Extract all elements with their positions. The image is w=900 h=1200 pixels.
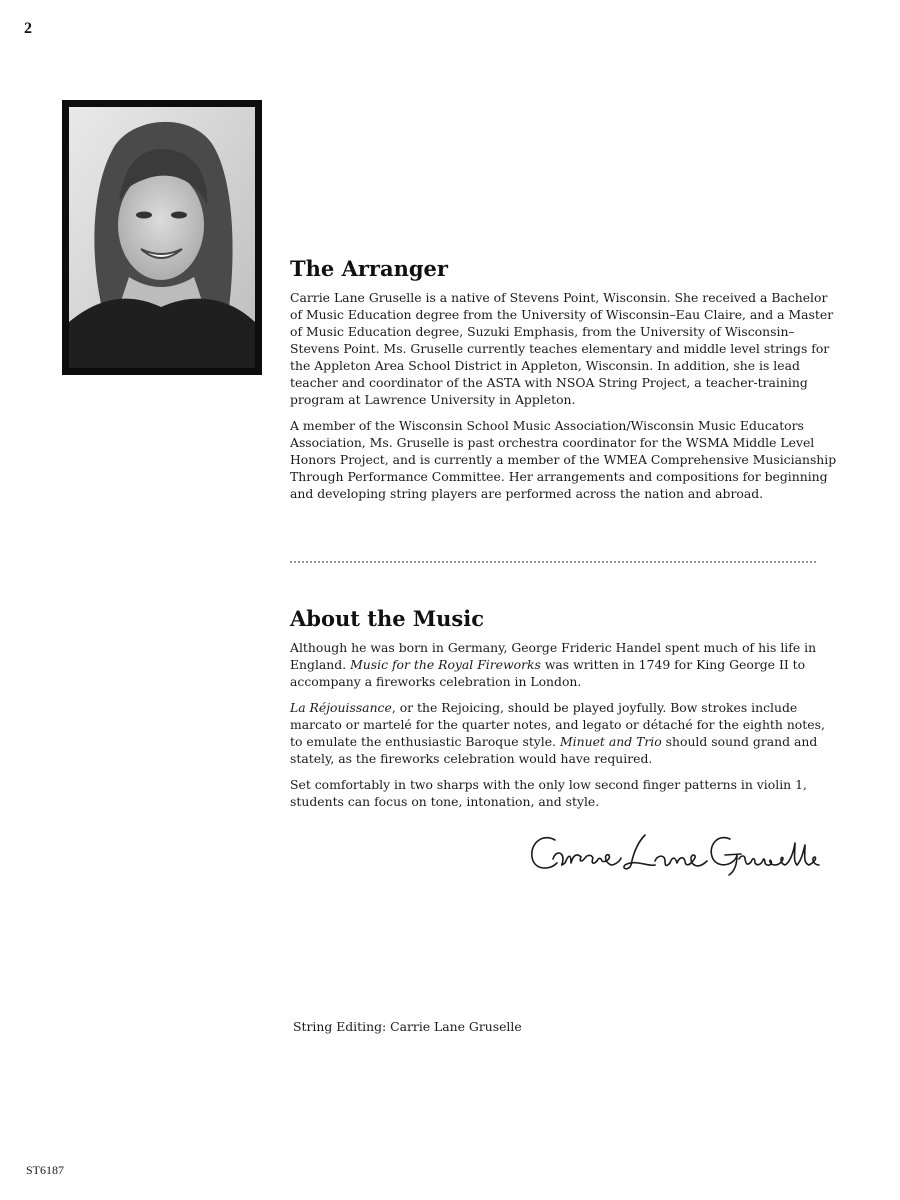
arranger-heading: The Arranger [290, 256, 448, 281]
text: , or the Rejoicing, should be played joyfully. Bow strokes include marcato or martelé for the quarter notes, and legato or détaché for the eighth notes, to emulate the enthusiastic Baroque style. [290, 700, 825, 749]
arranger-photo [62, 100, 262, 375]
work-title: La Réjouissance [290, 700, 392, 715]
signature-image [525, 825, 825, 880]
arranger-section [290, 256, 840, 511]
string-editing-credit: String Editing: Carrie Lane Gruselle [293, 1019, 522, 1034]
text: Although he was born in Germany, George Frideric Handel spent much of his life in England. [290, 640, 817, 672]
work-title: Music for the Royal Fireworks [350, 657, 541, 672]
text: should sound grand and stately, as the fireworks celebration would have required. [290, 734, 818, 766]
text: was written in 1749 for King George II to accompany a fireworks celebration in London. [290, 657, 806, 689]
about-music-section [290, 606, 840, 819]
about-paragraph-3: Set comfortably in two sharps with the only low second finger patterns in violin 1, students can focus on tone, intonation, and style. [290, 777, 807, 809]
dotted-divider [290, 561, 816, 563]
catalog-number: ST6187 [26, 1163, 65, 1177]
page-number: 2 [24, 20, 32, 37]
handwritten-signature [525, 825, 825, 880]
arranger-paragraph-2: A member of the Wisconsin School Music Association/Wisconsin Music Educators Association, Ms. Gruselle is past orchestra coordinator for the WSMA Middle Level Honors Project, and is currently a member of the WMEA Comprehensive Musicianship Through Performance Committee. Her arrangements and compositions for beginning and developing string players are performed across the nation and abroad. [290, 418, 837, 501]
work-title: Minuet and Trio [559, 734, 662, 749]
arranger-paragraph-1: Carrie Lane Gruselle is a native of Stevens Point, Wisconsin. She received a Bachelor of Music Education degree from the University of Wisconsin–Eau Claire, and a Master of Music Education degree, Suzuki Emphasis, from the University of Wisconsin–Stevens Point. Ms. Gruselle currently teaches elementary and middle level strings for the Appleton Area School District in Appleton, Wisconsin. In addition, she is lead teacher and coordinator of the ASTA with NSOA String Project, a teacher-training program at Lawrence University in Appleton. [290, 290, 834, 407]
about-paragraph-1 [290, 639, 840, 690]
about-paragraph-2 [290, 699, 840, 767]
portrait-image [69, 107, 255, 368]
about-heading: About the Music [290, 606, 485, 631]
